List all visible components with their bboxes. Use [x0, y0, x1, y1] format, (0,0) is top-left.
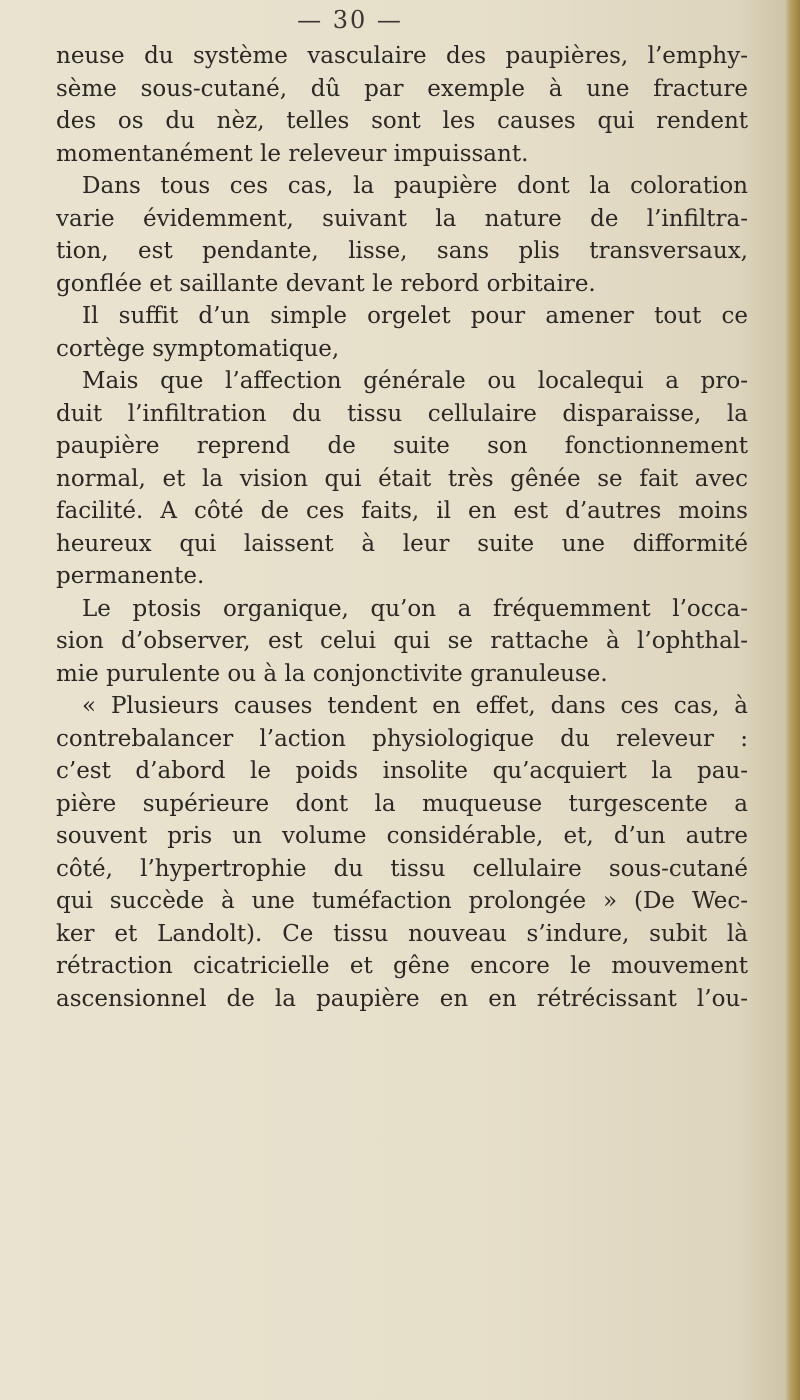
- text-line: neuse du système vasculaire des paupières, l’emphy-: [56, 43, 748, 69]
- text-line: sion d’observer, est celui qui se rattache à l’ophthal-: [56, 628, 748, 654]
- text-line: c’est d’abord le poids insolite qu’acquiert la pau-: [56, 758, 748, 784]
- text-line: normal, et la vision qui était très gênée se fait avec: [56, 465, 748, 492]
- text-line: heureux qui laissent à leur suite une difformité: [56, 530, 748, 557]
- text-line: qui succède à une tuméfaction prolongée » (De Wec-: [56, 888, 748, 914]
- text-line: contrebalancer l’action physiologique du releveur :: [56, 725, 748, 752]
- text-line: momentanément le releveur impuissant.: [56, 140, 529, 167]
- text-line: tion, est pendante, lisse, sans plis transversaux,: [56, 238, 748, 264]
- text-line: gonflée et saillante devant le rebord orbitaire.: [56, 270, 596, 297]
- text-line: « Plusieurs causes tendent en effet, dans ces cas, à: [82, 693, 748, 719]
- body-text: [56, 40, 748, 1015]
- text-line: paupière reprend de suite son fonctionnement: [56, 433, 748, 459]
- text-line: mie purulente ou à la conjonctivite granuleuse.: [56, 660, 608, 687]
- text-line: rétraction cicatricielle et gêne encore le mouvement: [56, 953, 748, 979]
- page-number: — 30 —: [297, 6, 403, 34]
- text-line: Mais que l’affection générale ou localequi a pro-: [82, 368, 748, 394]
- text-line: ker et Landolt). Ce tissu nouveau s’indure, subit là: [56, 920, 748, 947]
- text-line: varie évidemment, suivant la nature de l’infiltra-: [56, 205, 748, 232]
- text-line: Le ptosis organique, qu’on a fréquemment l’occa-: [82, 595, 748, 622]
- text-line: facilité. A côté de ces faits, il en est d’autres moins: [56, 498, 748, 524]
- text-line: Dans tous ces cas, la paupière dont la coloration: [82, 173, 748, 199]
- text-line: ascensionnel de la paupière en en rétrécissant l’ou-: [56, 985, 748, 1012]
- text-line: pière supérieure dont la muqueuse turgescente a: [56, 790, 748, 817]
- text-line: des os du nèz, telles sont les causes qui rendent: [56, 108, 748, 134]
- text-line: Il suffit d’un simple orgelet pour amener tout ce: [82, 303, 748, 329]
- text-line: duit l’infiltration du tissu cellulaire disparaisse, la: [56, 400, 748, 427]
- text-line: souvent pris un volume considérable, et, d’un autre: [56, 823, 748, 849]
- text-line: cortège symptomatique,: [56, 335, 340, 362]
- text-line: côté, l’hypertrophie du tissu cellulaire sous-cutané: [56, 855, 748, 882]
- text-line: permanente.: [56, 563, 205, 589]
- page-edge: [786, 0, 800, 1400]
- text-line: sème sous-cutané, dû par exemple à une fracture: [56, 75, 748, 102]
